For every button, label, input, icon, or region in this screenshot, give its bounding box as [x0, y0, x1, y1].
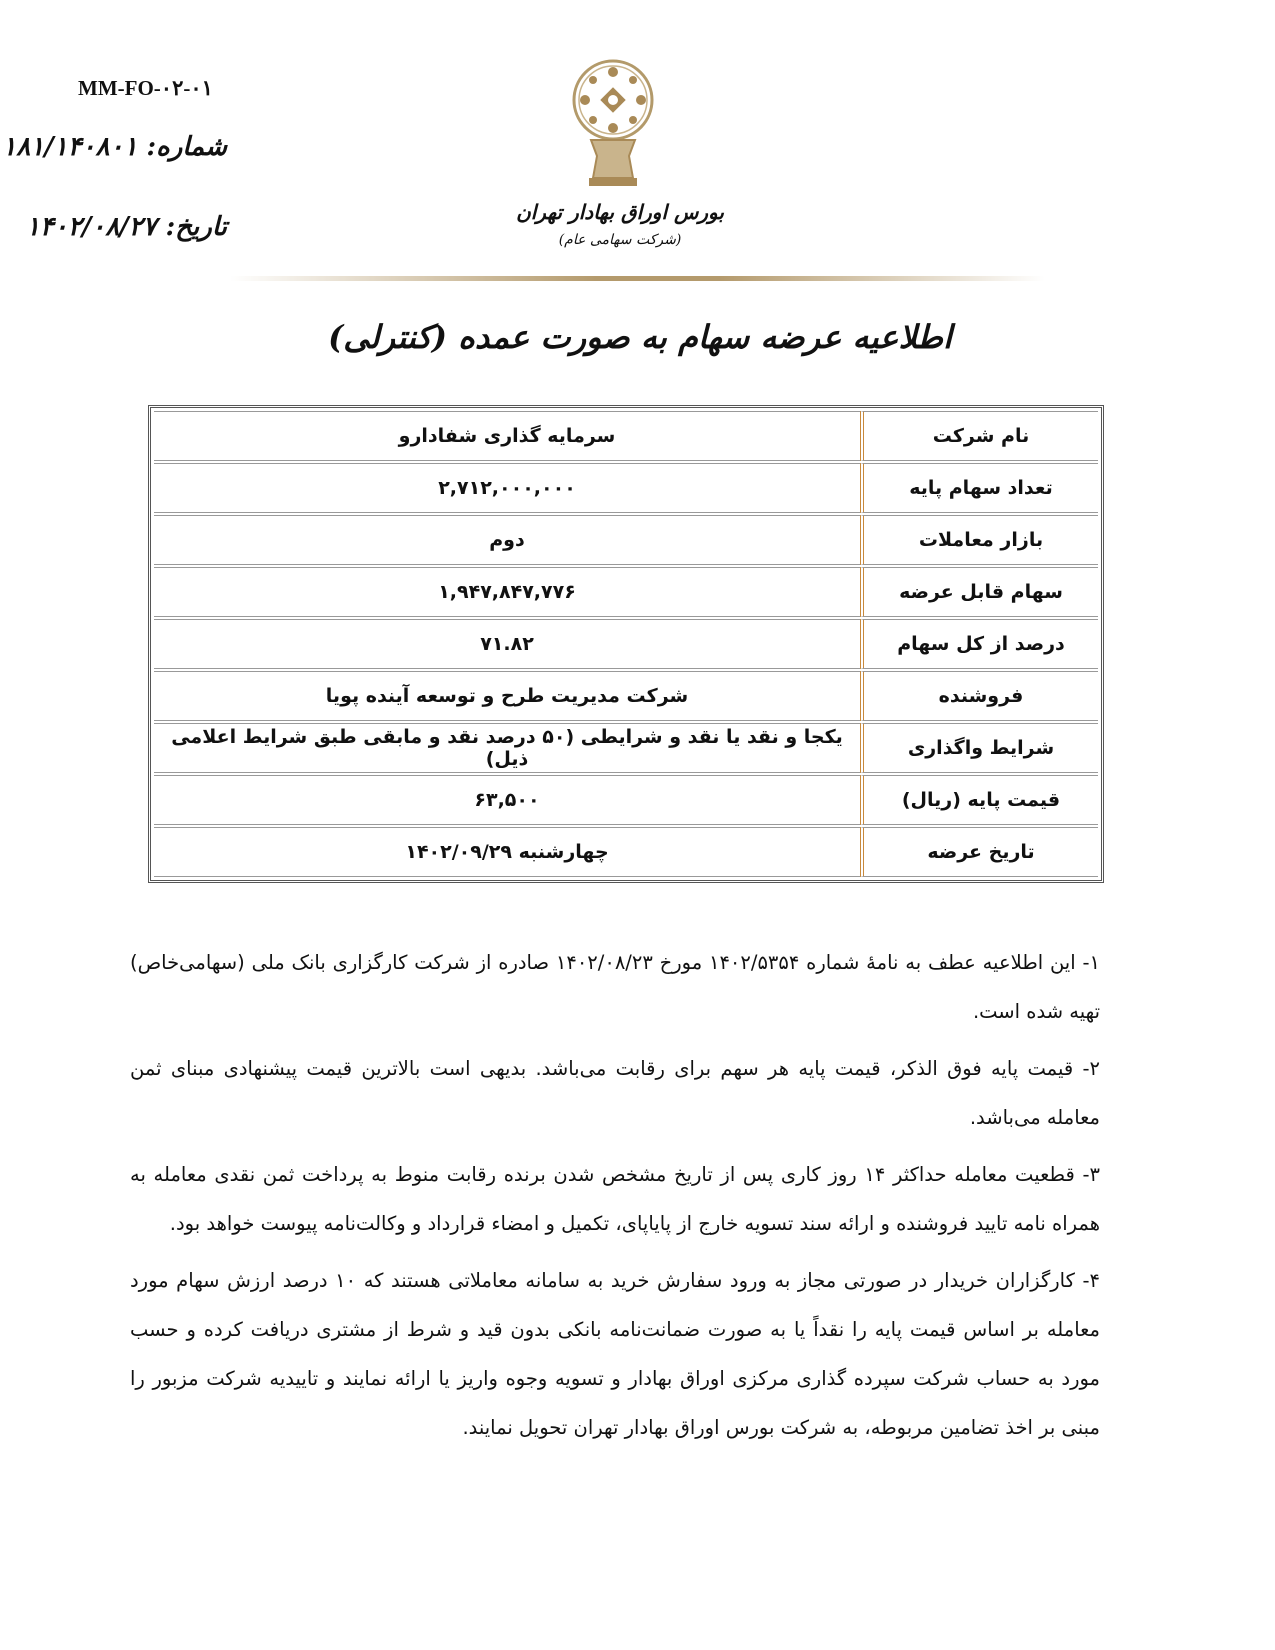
row-label: درصد از کل سهام	[860, 619, 1098, 669]
letter-date	[26, 212, 227, 242]
table-row	[154, 567, 1098, 617]
row-label: بازار معاملات	[860, 515, 1098, 565]
row-value: شرکت مدیریت طرح و توسعه آینده پویا	[154, 671, 860, 721]
offering-info-table-body	[154, 411, 1098, 877]
row-label: فروشنده	[860, 671, 1098, 721]
offering-info-table	[148, 405, 1104, 883]
tehran-stock-exchange-logo-icon	[571, 56, 655, 192]
row-value: دوم	[154, 515, 860, 565]
row-value: ۲,۷۱۲,۰۰۰,۰۰۰	[154, 463, 860, 513]
table-row	[154, 671, 1098, 721]
notice-paragraph: ۴- کارگزاران خریدار در صورتی مجاز به ورود سفارش خرید به سامانه معاملاتی هستند که ۱۰ درصد ارزش سهام مورد معامله بر اساس قیمت پایه را نقداً یا به صورت ضمانت‌نامه بانکی بدون قید و شرط از مشتری دریافت کرده و حسب مورد به حساب شرکت سپرده گذاری مرکزی اوراق بهادار و تسویه وجوه واریز یا ارائه نمایند و تاییدیه شرکت مزبور را مبنی بر اخذ تضامین مربوطه، به شرکت بورس اوراق بهادار تهران تحویل نمایند.	[130, 1269, 1100, 1439]
row-label: نام شرکت	[860, 411, 1098, 461]
letter-date-value: ۱۴۰۲/۰۸/۲۷	[25, 212, 157, 242]
row-value: یکجا و نقد یا نقد و شرایطی (۵۰ درصد نقد و مابقی طبق شرایط اعلامی ذیل)	[154, 723, 860, 773]
table-row	[154, 827, 1098, 877]
letter-number-label: شماره:	[146, 132, 227, 162]
letter-number-value: ۱۸۱/۱۴۰۸۰۱	[2, 132, 138, 162]
table-row	[154, 515, 1098, 565]
row-label: سهام قابل عرضه	[860, 567, 1098, 617]
table-row	[154, 775, 1098, 825]
notice-paragraph: ۱- این اطلاعیه عطف به نامهٔ شماره ۱۴۰۲/۵۳۵۴ مورخ ۱۴۰۲/۰۸/۲۳ صادره از شرکت کارگزاری بانک ملی (سهامی‌خاص) تهیه شده است.	[130, 951, 1100, 1023]
row-label: تاریخ عرضه	[860, 827, 1098, 877]
row-value: سرمایه گذاری شفادارو	[154, 411, 860, 461]
row-label: تعداد سهام پایه	[860, 463, 1098, 513]
notice-paragraph: ۲- قیمت پایه فوق الذکر، قیمت پایه هر سهم برای رقابت می‌باشد. بدیهی است بالاترین قیمت پیشنهادی مبنای ثمن معامله می‌باشد.	[130, 1057, 1100, 1129]
table-row	[154, 723, 1098, 773]
letter-date-label: تاریخ:	[165, 212, 227, 242]
org-subtitle: (شرکت سهامی عام)	[558, 232, 682, 248]
row-value: ۱,۹۴۷,۸۴۷,۷۷۶	[154, 567, 860, 617]
table-row	[154, 411, 1098, 461]
row-value: ۷۱.۸۲	[154, 619, 860, 669]
notice-terms	[130, 938, 1100, 1460]
header-divider	[230, 276, 1045, 281]
table-row	[154, 619, 1098, 669]
form-code: MM-FO-۰۲-۰۱	[78, 76, 213, 100]
notice-paragraph: ۳- قطعیت معامله حداکثر ۱۴ روز کاری پس از تاریخ مشخص شدن برنده رقابت منوط به پرداخت ثمن نقدی معامله به همراه نامه تایید فروشنده و ارائه سند تسویه خارج از پایاپای، تکمیل و امضاء قرارداد و وکالت‌نامه پیوست خواهد بود.	[130, 1163, 1100, 1235]
row-value: چهارشنبه ۱۴۰۲/۰۹/۲۹	[154, 827, 860, 877]
row-value: ۶۳,۵۰۰	[154, 775, 860, 825]
row-label: شرایط واگذاری	[860, 723, 1098, 773]
table-row	[154, 463, 1098, 513]
document-title: اطلاعیه عرضه سهام به صورت عمده (کنترلی)	[328, 318, 952, 356]
org-name: بورس اوراق بهادار تهران	[516, 200, 724, 224]
row-label: قیمت پایه (ریال)	[860, 775, 1098, 825]
letter-number	[2, 132, 227, 162]
